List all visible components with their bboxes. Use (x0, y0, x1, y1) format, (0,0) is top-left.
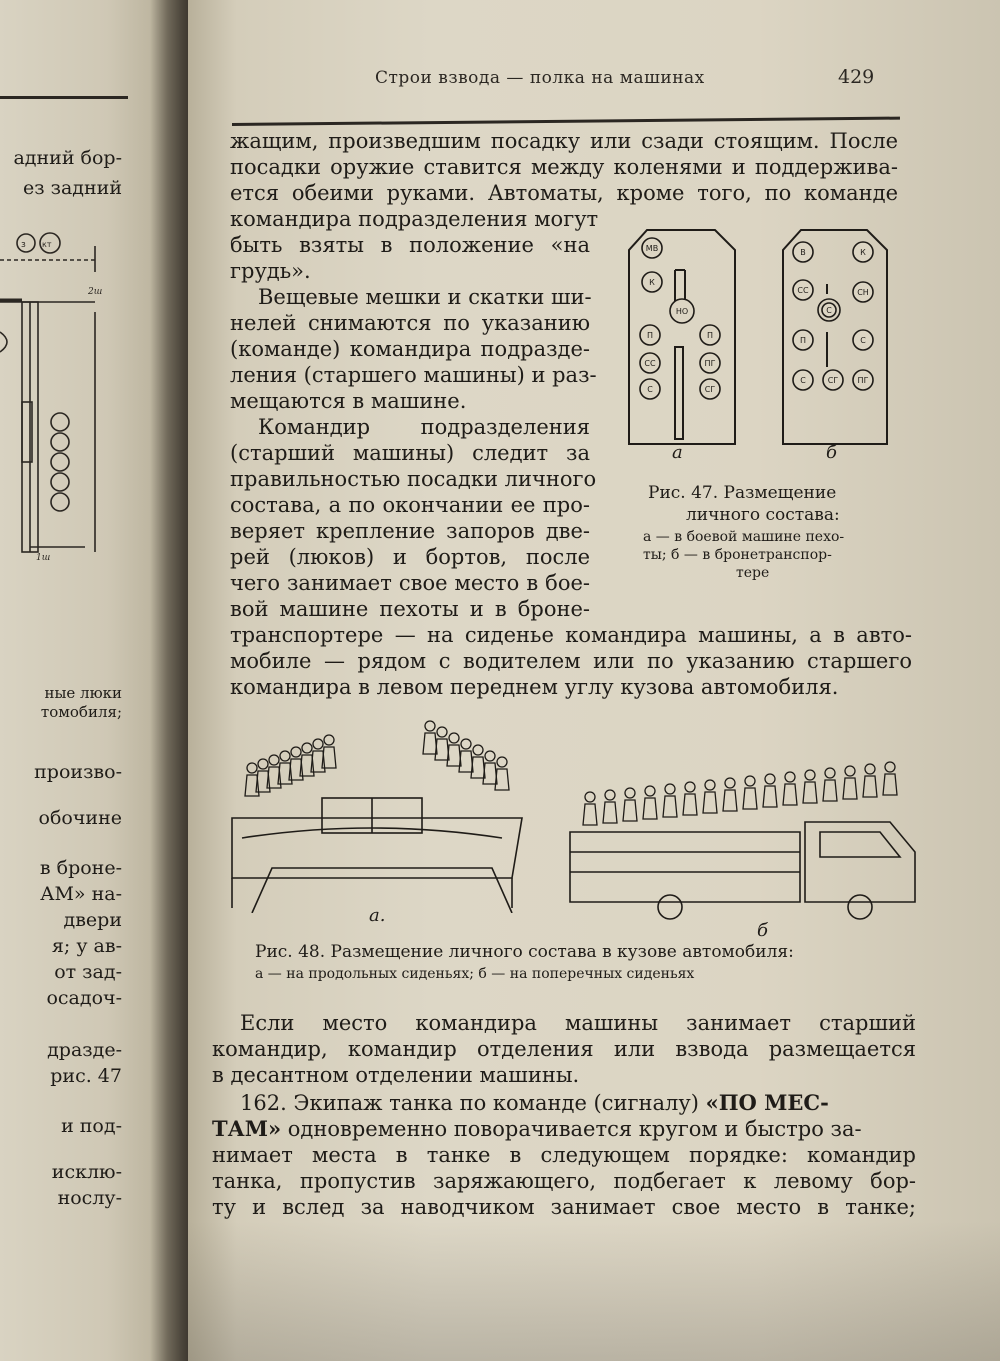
left-text-line: осадоч- (46, 987, 122, 1009)
seat-label: СС (644, 359, 656, 368)
command-text: ТАМ» (212, 1116, 282, 1141)
body-text-line (240, 1090, 829, 1116)
command-text: «ПО МЕС- (705, 1090, 829, 1115)
seat-label: СГ (827, 376, 839, 385)
soldier-head (449, 733, 459, 743)
body-text-line: Если место командира машины занимает старший (240, 1011, 916, 1035)
soldier-body (863, 776, 877, 797)
soldier-body (643, 798, 657, 819)
figure-47-seating-diagram (605, 222, 905, 458)
body-text-line: командира подразделения могут (230, 207, 599, 231)
body-text-line: посадки оружие ставится между коленями и поддержива- (230, 155, 898, 179)
soldier-head (291, 747, 301, 757)
soldier-head (258, 759, 268, 769)
figure-47-caption-sub: тере (736, 565, 770, 581)
soldier-head (865, 764, 875, 774)
soldier-head (280, 751, 290, 761)
body-text-line (212, 1116, 862, 1142)
soldier-head (437, 727, 447, 737)
soldier-head (605, 790, 615, 800)
left-text-line: дразде- (47, 1039, 122, 1061)
figure-47-caption-sub: ты; б — в бронетранспор- (643, 547, 832, 563)
figure-47-label-b: б (826, 442, 837, 463)
paragraph-162-text: одновременно поворачивается кругом и быстро за- (281, 1117, 862, 1141)
body-text-line: командир, командир отделения или взвода размещается (212, 1037, 916, 1061)
soldier-head (665, 784, 675, 794)
figure-48-label-a: а. (369, 905, 386, 926)
body-text-line: мещаются в машине. (230, 389, 467, 413)
soldier-body (763, 786, 777, 807)
soldier-body (843, 778, 857, 799)
body-text-line: вой машине пехоты и в броне- (230, 597, 590, 621)
body-text-line: быть взяты в положение «на (230, 233, 590, 257)
soldier-head (269, 755, 279, 765)
left-text-line: нослу- (57, 1187, 122, 1209)
soldier-head (705, 780, 715, 790)
soldier-body (683, 794, 697, 815)
body-text-line: чего занимает свое место в бое- (230, 571, 590, 595)
page-shadow (188, 1221, 1000, 1361)
soldier-body (883, 774, 897, 795)
figure-47-caption-title: Рис. 47. Размещение (648, 483, 837, 503)
seat-label: К (860, 248, 866, 257)
soldier-body (803, 782, 817, 803)
seat-label: П (646, 331, 654, 340)
figure-48-caption-sub: а — на продольных сиденьях; б — на поперечных сиденьях (255, 966, 695, 982)
figure-47-caption-line: личного состава: (686, 505, 840, 525)
left-text-line: АМ» на- (40, 883, 122, 905)
body-text-line: в десантном отделении машины. (212, 1063, 580, 1087)
left-text-line: в броне- (39, 857, 122, 879)
left-text-line: обочине (38, 807, 122, 829)
soldier-head (625, 788, 635, 798)
body-text-line: рей (люков) и бортов, после (230, 545, 590, 569)
left-text-line: томобиля; (40, 703, 122, 721)
soldier-body (623, 800, 637, 821)
soldier-body (703, 792, 717, 813)
soldier-body (663, 796, 677, 817)
soldier-head (825, 768, 835, 778)
left-text-line: ез задний (22, 177, 122, 199)
left-text-line: рис. 47 (50, 1065, 122, 1087)
soldier-head (785, 772, 795, 782)
body-text-line: веряет крепление запоров две- (230, 519, 590, 543)
page-number: 429 (838, 66, 875, 88)
soldier-head (247, 763, 257, 773)
figure-48a-truck-longitudinal-seats (212, 708, 542, 913)
body-text-line: нелей снимаются по указанию (230, 311, 590, 335)
soldier-head (725, 778, 735, 788)
seat-label: СН (857, 288, 869, 297)
body-text-line: ется обеими руками. Автоматы, кроме того, по команде (230, 181, 898, 205)
body-text-line: нимает места в танке в следующем порядке: командир (212, 1143, 916, 1167)
seat-label: НО (675, 307, 689, 316)
soldier-body (743, 788, 757, 809)
body-text-line: правильностью посадки личного (230, 467, 597, 491)
body-text-line: ления (старшего машины) и раз- (230, 363, 597, 387)
seat-label: К (649, 278, 655, 287)
body-text-line: транспортере — на сиденье командира машины, а в авто- (230, 623, 912, 647)
soldier-group (583, 762, 897, 825)
left-text-line: адний бор- (13, 147, 122, 169)
diagram-label: кт (42, 240, 52, 249)
figure-47-label-a: а (672, 442, 683, 463)
seat-label: С (860, 336, 866, 345)
seat-label: С (647, 385, 653, 394)
left-text-line: двери (63, 909, 122, 931)
soldier-body (783, 784, 797, 805)
left-text-line: исклю- (51, 1161, 122, 1183)
left-text-line: от зад- (54, 961, 122, 983)
seat-label: П (799, 336, 807, 345)
figure-48b-truck-transverse-seats (560, 752, 925, 920)
soldier-body (583, 804, 597, 825)
soldier-head (845, 766, 855, 776)
figure-48-label-b: б (757, 920, 768, 941)
soldier-head (425, 721, 435, 731)
body-text-line: мобиле — рядом с водителем или по указанию старшего (230, 649, 912, 673)
seat-label: С (826, 306, 832, 315)
soldier-body (603, 802, 617, 823)
diagram-label: з (21, 240, 26, 250)
body-text-line: ту и вслед за наводчиком занимает свое место в танке; (212, 1195, 916, 1219)
seat-label: МВ (645, 244, 659, 253)
soldier-head (805, 770, 815, 780)
body-text-line: грудь». (230, 259, 311, 283)
figure-47-caption-sub: а — в боевой машине пехо- (643, 529, 845, 545)
seat-label: ПГ (857, 376, 869, 385)
soldier-head (485, 751, 495, 761)
body-text-line: состава, а по окончании ее про- (230, 493, 590, 517)
left-text-line: произво- (34, 761, 122, 783)
body-text-line: Командир подразделения (258, 415, 590, 439)
left-header-rule (0, 96, 128, 99)
soldier-head (473, 745, 483, 755)
soldier-head (885, 762, 895, 772)
soldier-head (302, 743, 312, 753)
soldier-body (723, 790, 737, 811)
left-platoon-diagram (0, 232, 150, 562)
soldier-body (423, 733, 437, 754)
body-text-line: танка, пропустив заряжающего, подбегает к левому бор- (212, 1169, 916, 1193)
seat-label: ПГ (704, 359, 716, 368)
soldier-head (745, 776, 755, 786)
diagram-dimension: 1ш (36, 553, 51, 562)
soldier-head (765, 774, 775, 784)
soldier-head (685, 782, 695, 792)
soldier-head (497, 757, 507, 767)
seat-label: П (706, 331, 714, 340)
body-text-line: жащим, произведшим посадку или сзади стоящим. После (230, 129, 898, 153)
soldier-head (324, 735, 334, 745)
body-text-line: (старший машины) следит за (230, 441, 590, 465)
soldier-head (645, 786, 655, 796)
soldier-head (585, 792, 595, 802)
paragraph-162-text: 162. Экипаж танка по команде (сигналу) (240, 1091, 706, 1115)
left-text-line: и под- (61, 1115, 122, 1137)
soldier-body (823, 780, 837, 801)
body-text-line: Вещевые мешки и скатки ши- (258, 285, 592, 309)
running-title: Строи взвода — полка на машинах (375, 68, 705, 88)
left-text-line: я; у ав- (51, 935, 122, 957)
figure-48-caption-title: Рис. 48. Размещение личного состава в кузове автомобиля: (255, 942, 794, 962)
soldier-head (461, 739, 471, 749)
seat-label: С (800, 376, 806, 385)
body-text-line: командира в левом переднем углу кузова автомобиля. (230, 675, 839, 699)
body-text-line: (команде) командира подразде- (230, 337, 590, 361)
diagram-dimension: 2ш (88, 287, 103, 297)
seat-label: СС (797, 286, 809, 295)
soldier-group (245, 721, 509, 796)
soldier-head (313, 739, 323, 749)
seat-label: В (800, 248, 806, 257)
seat-label: СГ (704, 385, 716, 394)
left-text-line: ные люки (44, 684, 122, 702)
